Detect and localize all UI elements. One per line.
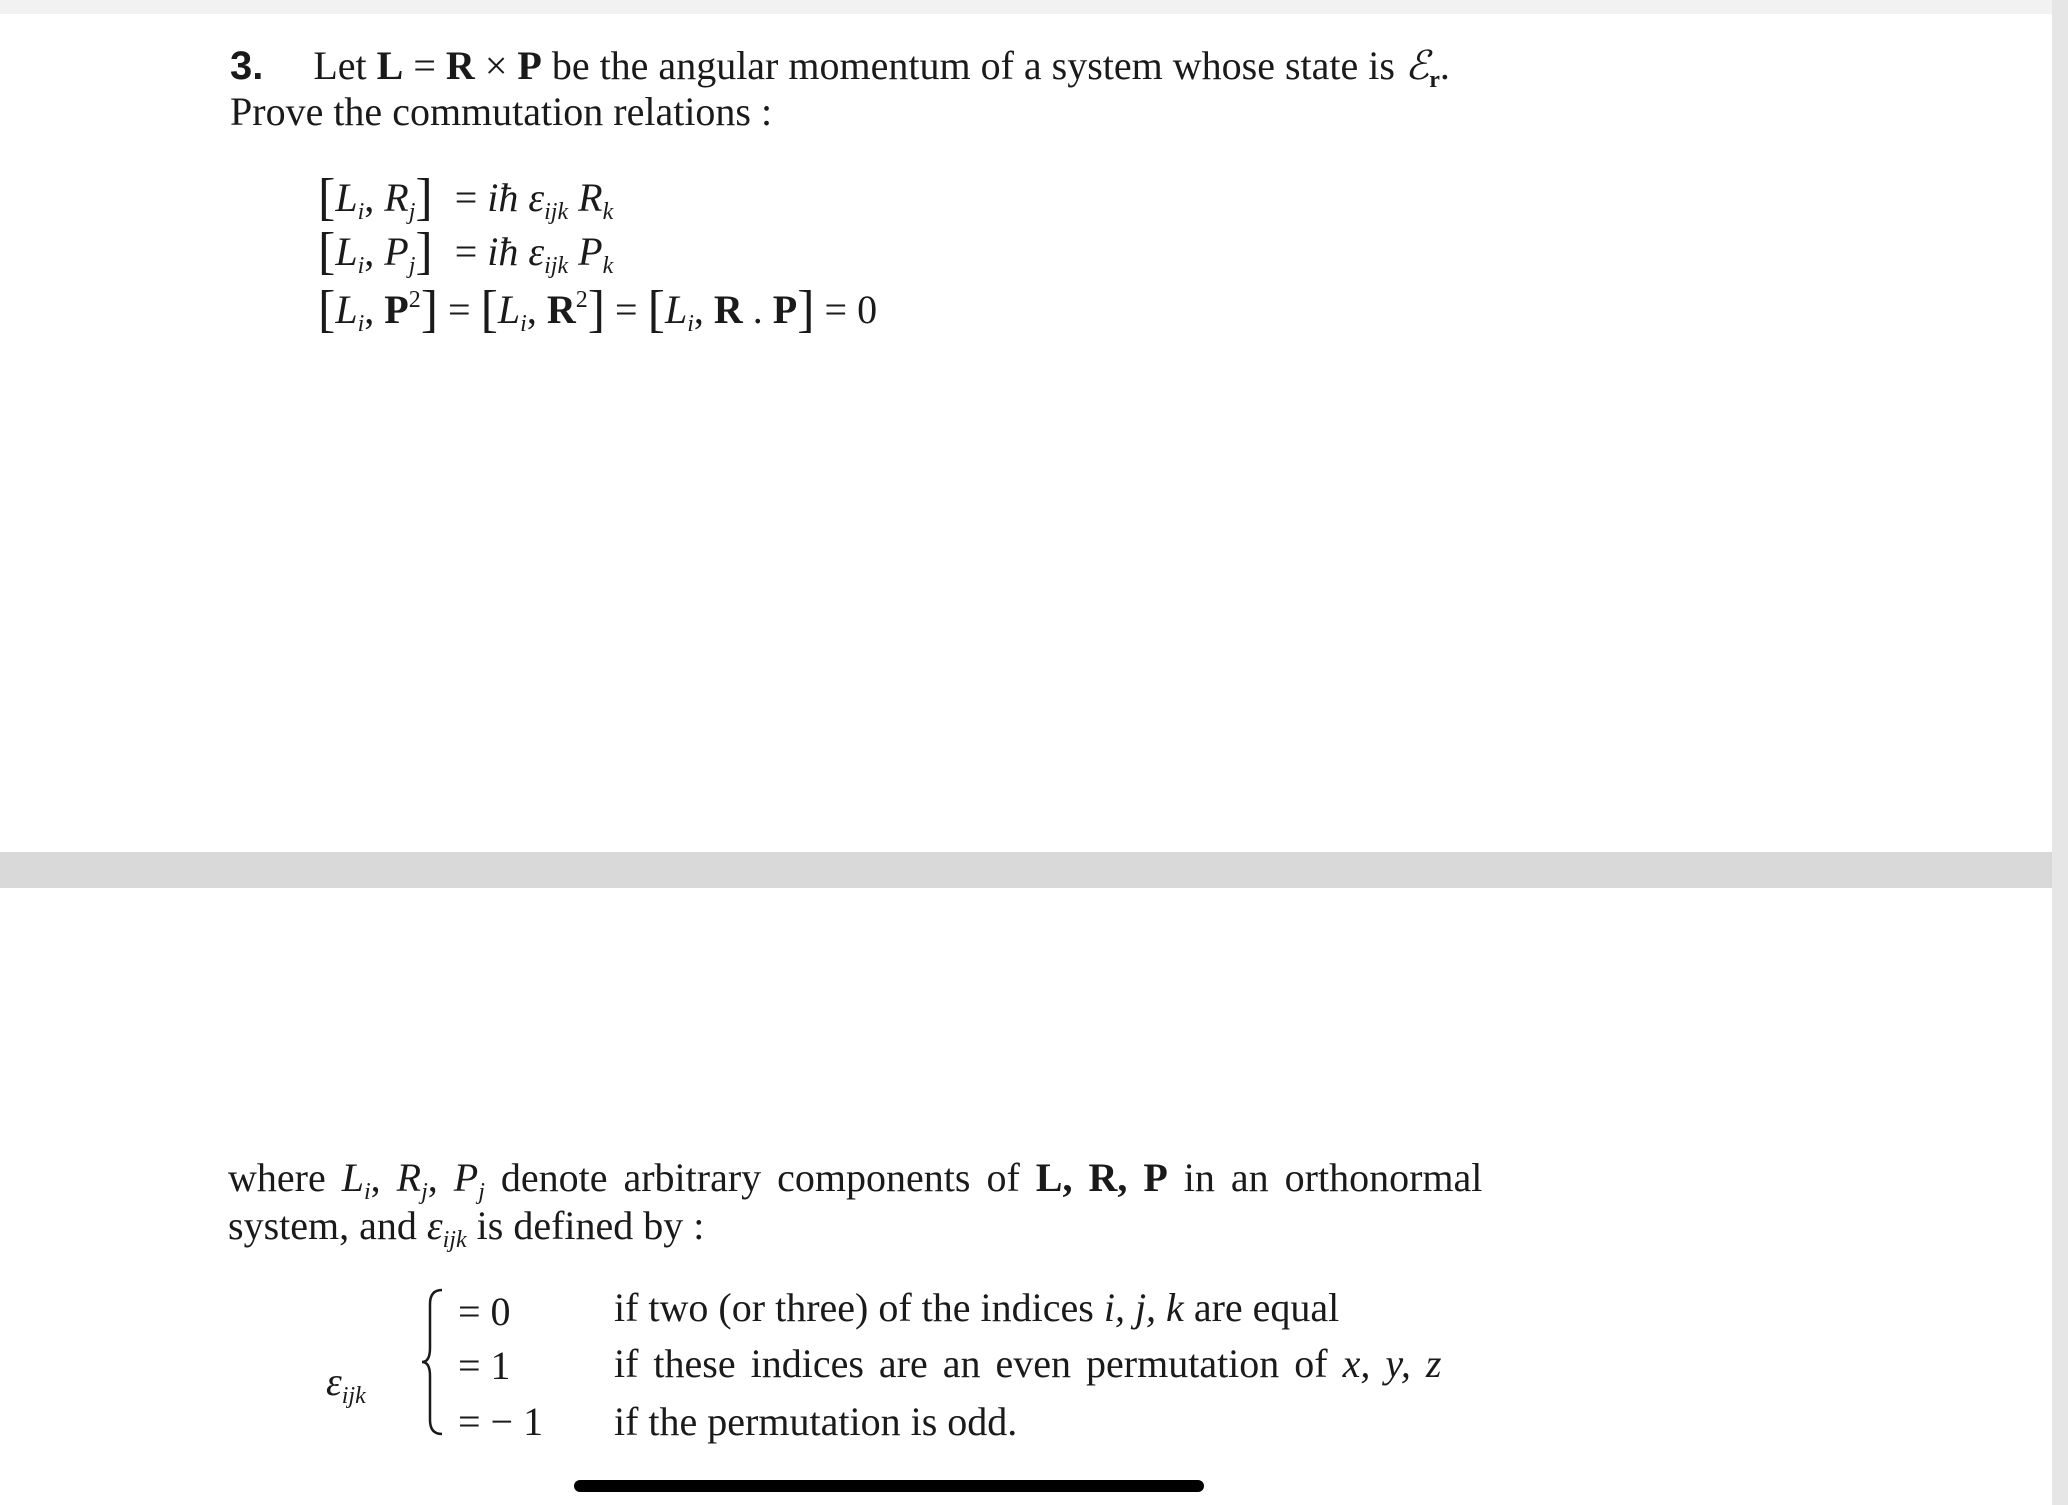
relation-2: [$L_i$, $P_j$] = iħ $\varepsilon_{ijk}$ $P_k$	[318, 223, 614, 280]
problem-number: 3.	[230, 44, 264, 88]
case-value-1: = 1	[458, 1343, 511, 1388]
where-line-2: system, and $\varepsilon_{ijk}$ is defined by :	[228, 1203, 705, 1253]
intro-let: Let	[313, 43, 367, 88]
vector-R: R	[445, 43, 475, 88]
home-indicator-bar[interactable]	[574, 1480, 1204, 1492]
case-text-0: if two (or three) of the indices i, j, k are equal	[614, 1285, 1340, 1330]
epsilon-symbol: $\varepsilon_{ijk}$	[326, 1359, 366, 1409]
case-text-1: if these indices are an even permutation of x, y, z	[614, 1341, 1442, 1386]
where-line-1: where $L_i$, $R_j$, $P_j$ denote arbitrary components of L, R, P in an orthonormal	[228, 1155, 1483, 1205]
relation-1: [$L_i$, $R_j$] = iħ $\varepsilon_{ijk}$ $R_k$	[318, 169, 614, 226]
case-value-0: = 0	[458, 1289, 511, 1334]
period: .	[1439, 43, 1450, 88]
prove-line: Prove the commutation relations :	[230, 89, 773, 134]
vector-P: P	[517, 43, 542, 88]
problem-line-1	[230, 43, 1450, 93]
case-value-2: = − 1	[458, 1399, 544, 1444]
state-subscript: r	[1429, 67, 1440, 93]
state-symbol: ℰ	[1404, 43, 1430, 88]
intro-text: be the angular momentum of a system whose state is	[551, 43, 1395, 88]
cross-sign: ×	[484, 43, 508, 88]
vector-L: L	[376, 43, 404, 88]
window-top-edge	[0, 0, 2068, 14]
page-panel-top	[0, 14, 2052, 852]
left-brace	[420, 1288, 446, 1436]
window-right-edge	[2052, 0, 2068, 1505]
relation-3: [$L_i$, $P^2] = [L_i$, $R^2] = [L_i$, R . P] = 0	[318, 281, 878, 338]
equals-sign: =	[413, 43, 436, 88]
case-text-2: if the permutation is odd.	[614, 1399, 1018, 1444]
